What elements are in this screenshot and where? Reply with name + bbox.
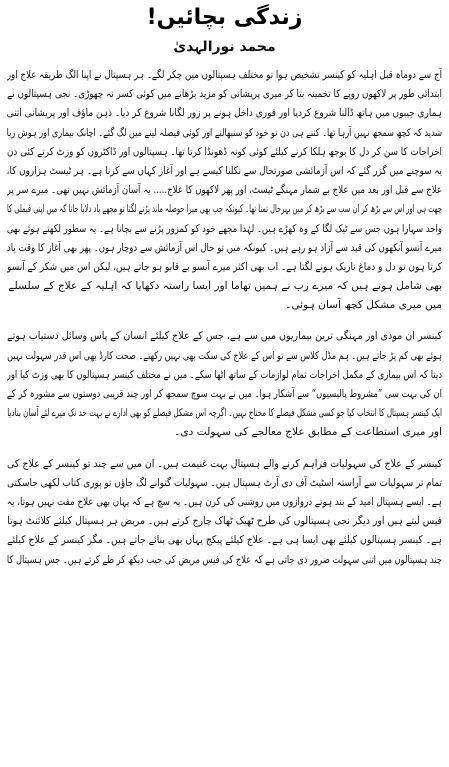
article-body (7, 66, 442, 570)
paragraph-line: واحد سہارا ہوں جس سے ٹیک لگا کے وہ کھڑے ہیں۔ لہٰذا مجھے خود کو کمزور پڑنے سے بچانا ہے۔ یہ سطور لکھتے ہوئے بھی (7, 222, 442, 235)
paragraph-line: دیتا کہ اس بیماری کے مکمل اخراجات تمام لوازمات کے ساتھ اٹھا سکے۔ میں نے مختلف کینسر ہسپتالوں کا بھی وزٹ کیا اور (6, 368, 442, 381)
paragraph-line: ہے۔ ایسے ہسپتال امید کے بند ہوتے دروازوں میں روشنی کی کرن ہیں۔ یہ سچ ہے کہ یہاں بھی علاج مفت نہیں ہوتا، یہ (7, 495, 442, 508)
article-paragraph (7, 327, 442, 442)
article-paragraph (7, 66, 442, 315)
paragraph-line: ہماری جیبوں میں ہاتھ ڈالنا شروع کردیا اور فوری داخل ہونے پر زور لگانا شروع کر دیا۔ ذہن ماؤف اور پریشانی اتنی (6, 107, 442, 120)
paragraph-line: شدید کہ کچھ سمجھ نہیں آرہا تھا۔ کتنے ہی دن تو خود کو سنبھالنے اور کوئی فیصلہ لینے میں لگ گئے۔ اچانک بیماری اور ہوش ربا (6, 126, 442, 139)
paragraph-line: کینسر کے علاج کی سہولیات فراہم کرنے والے ہسپتال بہت غنیمت ہیں۔ ان میں سے چند تو کینسر کے علاج کی (6, 457, 442, 470)
paragraph-line: چھت ہی اور اس سے بڑھ کر ان سب سے بڑھ کر میں بہرحال تمنا تھا۔ کیونکہ جب بھی میرا حوصلہ ماند پڑنے لگتا تو مجھے یاد دلایا جاتا کہ میں اپنی فیملی کا (7, 203, 442, 216)
paragraph-line: علاج سے قبل اور بعد میں علاج بے شمار مہنگے ٹیسٹ، اور پھر لاکھوں کا علاج..... یہ آسان آزمائش نہیں تھی۔ میرے سر پر (7, 184, 442, 197)
paragraph-line: بھی شامل ہوتے ہیں کہ میرے رب نے ہمیں تھاما اور ایسا راستہ دکھایا کہ اہلیہ کے علاج کے سلسلے (8, 280, 442, 293)
paragraph-line: میں میری مشکل کچھ آسان ہوئی۔ (285, 299, 442, 312)
article-headline: زندگی بچائیں! (146, 5, 303, 30)
paragraph-line: فیس لیتے ہیں اور دیگر نجی ہسپتالوں کی طرح ٹھیک ٹھاک چارج کرتے ہیں۔ مریض ہر ہسپتال کیلئے کلائنٹ ہوتا (7, 515, 442, 528)
article-byline: محمد نورالہدیٰ (173, 39, 276, 55)
paragraph-line: کرتا ہوں تو دل و دماغ تاریک ہونے لگتا ہے۔ اب بھی اکثر میرے آنسو بے قابو ہو جاتے ہیں، لیکن اس میں شکر کے آنسو (7, 260, 442, 273)
paragraph-line: اخراجات کا سن کر دل کا بوجھ ہلکا کرنے کیلئے کوئی کونہ ڈھونڈا کرتا تھا۔ ہسپتالوں اور ڈاکٹروں کو وزٹ کرتے کئی دن (6, 145, 442, 158)
paragraph-line: کینسر ان موذی اور مہنگی ترین بیماریوں میں سے ہے، جس کے علاج کیلئے انسان کے پاس وسائل دستیاب ہوتے (7, 330, 442, 343)
article-paragraph (7, 455, 442, 570)
paragraph-line: میرے آنسو آنکھوں کی قید سے آزاد ہو رہے ہیں۔ کیونکہ میں تو حال اس آزمائش سے دوچار ہوں۔ پھر بھی آغاز کا وقت یاد (6, 241, 442, 254)
paragraph-line: ہے۔ کینسر ہسپتالوں کیلئے بھی ایسا ہی ہے۔ علاج کیلئے پیکج یہاں بھی بنائے جاتے ہیں۔ مگر کینسر کے علاج کیلئے (7, 534, 442, 547)
paragraph-line: آج سے دوماہ قبل اہلیہ کو کینسر تشخیص ہوا تو مختلف ہسپتالوں میں چکر لگے۔ ہر ہسپتال نے اپنا الگ طریقہ علاج اور (6, 69, 442, 81)
paragraph-line: ان کی بہت سی ”مشروط پالیسیوں“ سے آشکار ہوا۔ میں نے بہت سوچ سمجھ کر اور چند قریبی دوستوں سے مشورہ کر کے (6, 388, 442, 400)
paragraph-line: تمام تر سہولیات سے آراستہ اسٹیٹ آف دی آرٹ ہسپتال ہیں۔ سہولیات گنوانے لگ جاؤں تو پوری کتاب لکھی جاسکتی (7, 476, 442, 489)
paragraph-line: چند ہسپتالوں میں اتنی سہولت ضرور دی جاتی ہے کہ علاج کی فیس مریض کی جیب دیکھ کر طے کرتے ہیں۔ جس ہسپتال کا (6, 553, 442, 566)
paragraph-line: ہوئے بھی کم پڑ جاتے ہیں۔ ہم مڈل کلاس سے تو اس کے علاج کی سکت بھی نہیں رکھتے۔ صحت کارڈ بھی اس قدر سہولت نہیں (7, 349, 442, 362)
paragraph-line: ابتدائی طور پر لاکھوں روپے کا تخمینہ بتا کر میری پریشانی کو مزید بڑھانے میں کوئی کسر نہ چھوڑی۔ نجی ہسپتالوں نے (7, 88, 442, 101)
paragraph-line: اور میری استطاعت کے مطابق علاج معالجے کی سہولت دی۔ (174, 426, 442, 439)
paragraph-line: ایک کینسر ہسپتال کا انتخاب کیا جو کسی مشکل فیصلے کا محتاج نہیں۔ اگرچہ اس مشکل فیصلے کو بھی ادارے نے بہت حد تک میرے لئے آسان بنادیا (7, 407, 442, 420)
paragraph-line: یہ سوچنے میں گزر گئے کہ اس آزمائشی صورتحال سے نکلنا کیسے ہے اور آغاز کہاں سے کرنا ہے۔ ہر ٹیسٹ ہزاروں کا، (7, 164, 442, 177)
